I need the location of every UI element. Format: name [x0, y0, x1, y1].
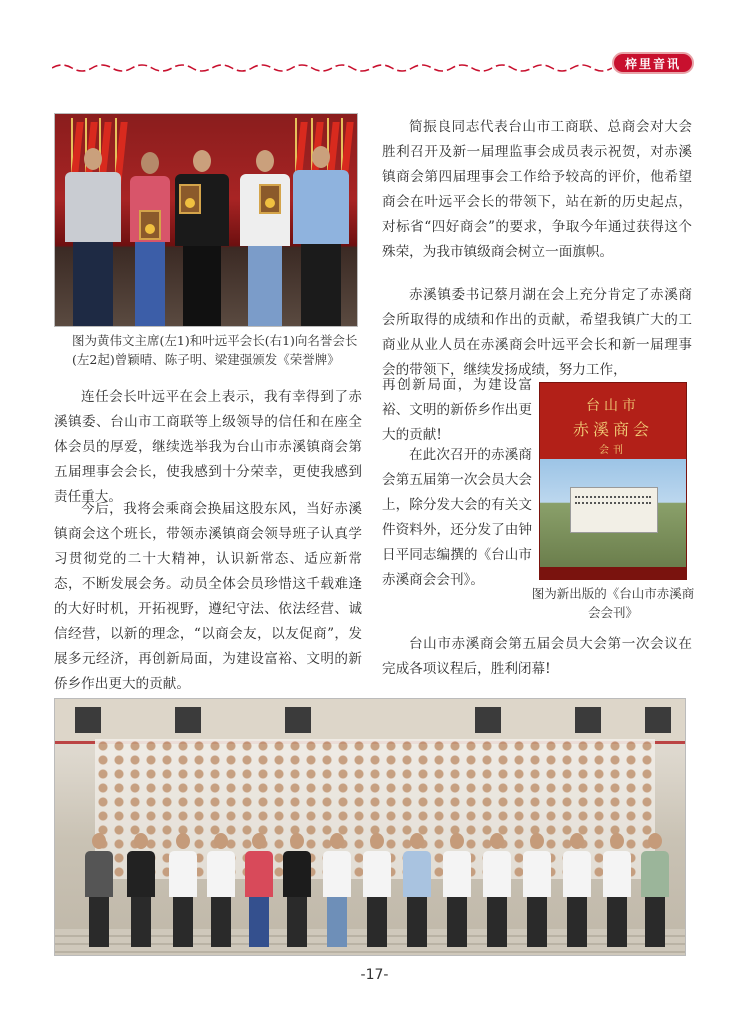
- cover-title-line3: 会刊: [599, 445, 627, 456]
- right-paragraph-2: 赤溪镇委书记蔡月湖在会上充分肯定了赤溪商会所取得的成绩和作出的贡献，希望我镇广大的工商业从业人员在赤溪商会叶远平会长和新一届理事会的带领下，继续发扬成绩，努力工作，: [382, 287, 692, 378]
- journal-cover-image: [539, 382, 687, 580]
- group-photo: [54, 698, 686, 956]
- left-paragraph-2: 今后，我将会乘商会换届这股东风，当好赤溪镇商会这个班长，带领赤溪镇商会领导班子认真学习贯彻党的二十大精神，认识新常态、适应新常态，不断发展会务。动员全体会员珍惜这千载难逢的大好时机，开拓视野，遵纪守法、依法经营、诚信经营，以新的理念，“以商会友，以友促商”，发展多元经济，再创新局面，为建设富裕、文明的新侨乡作出更大的贡献。: [54, 501, 362, 692]
- left-paragraph-1: 连任会长叶远平在会上表示，我有幸得到了赤溪镇委、台山市工商联等上级领导的信任和在座全体会员的厚爱，继续选举我为台山市赤溪镇商会第五届理事会会长，使我感到十分荣幸，更使我感到责任重大。: [54, 389, 362, 505]
- page-number: -17-: [360, 967, 389, 983]
- right-paragraph-4: 在此次召开的赤溪商会第五届第一次会员大会上，除分发大会的有关文件资料外，还分发了由钟日平同志编撰的《台山市赤溪商会会刊》。: [382, 447, 532, 588]
- award-ceremony-photo: [54, 113, 358, 327]
- right-paragraph-1: 简振良同志代表台山市工商联、总商会对大会胜利召开及新一届理监事会成员表示祝贺，对赤溪镇商会第四届理事会工作给予较高的评价，他希望商会在叶远平会长的带领下，站在新的历史起点，对标省“四好商会”的要求，争取今年通过获得这个殊荣，为我市镇级商会树立一面旗帜。: [382, 119, 692, 260]
- header-decorative-wave: [52, 60, 612, 76]
- journal-cover-caption: 图为新出版的《台山市赤溪商会会刊》: [531, 586, 695, 620]
- award-photo-caption: 图为黄伟文主席(左1)和叶远平会长(右1)向名誉会长(左2起)曾颖晴、陈子明、梁建强颁发《荣誉牌》: [72, 333, 358, 367]
- right-paragraph-5: 台山市赤溪商会第五届会员大会第一次会议在完成各项议程后，胜利闭幕!: [382, 636, 692, 677]
- cover-title-line1: 台山市: [586, 398, 640, 414]
- cover-title-line2: 赤溪商会: [572, 420, 653, 439]
- section-badge: 梓里音讯: [612, 52, 694, 74]
- right-paragraph-3: 再创新局面，为建设富裕、文明的新侨乡作出更大的贡献!: [382, 377, 532, 443]
